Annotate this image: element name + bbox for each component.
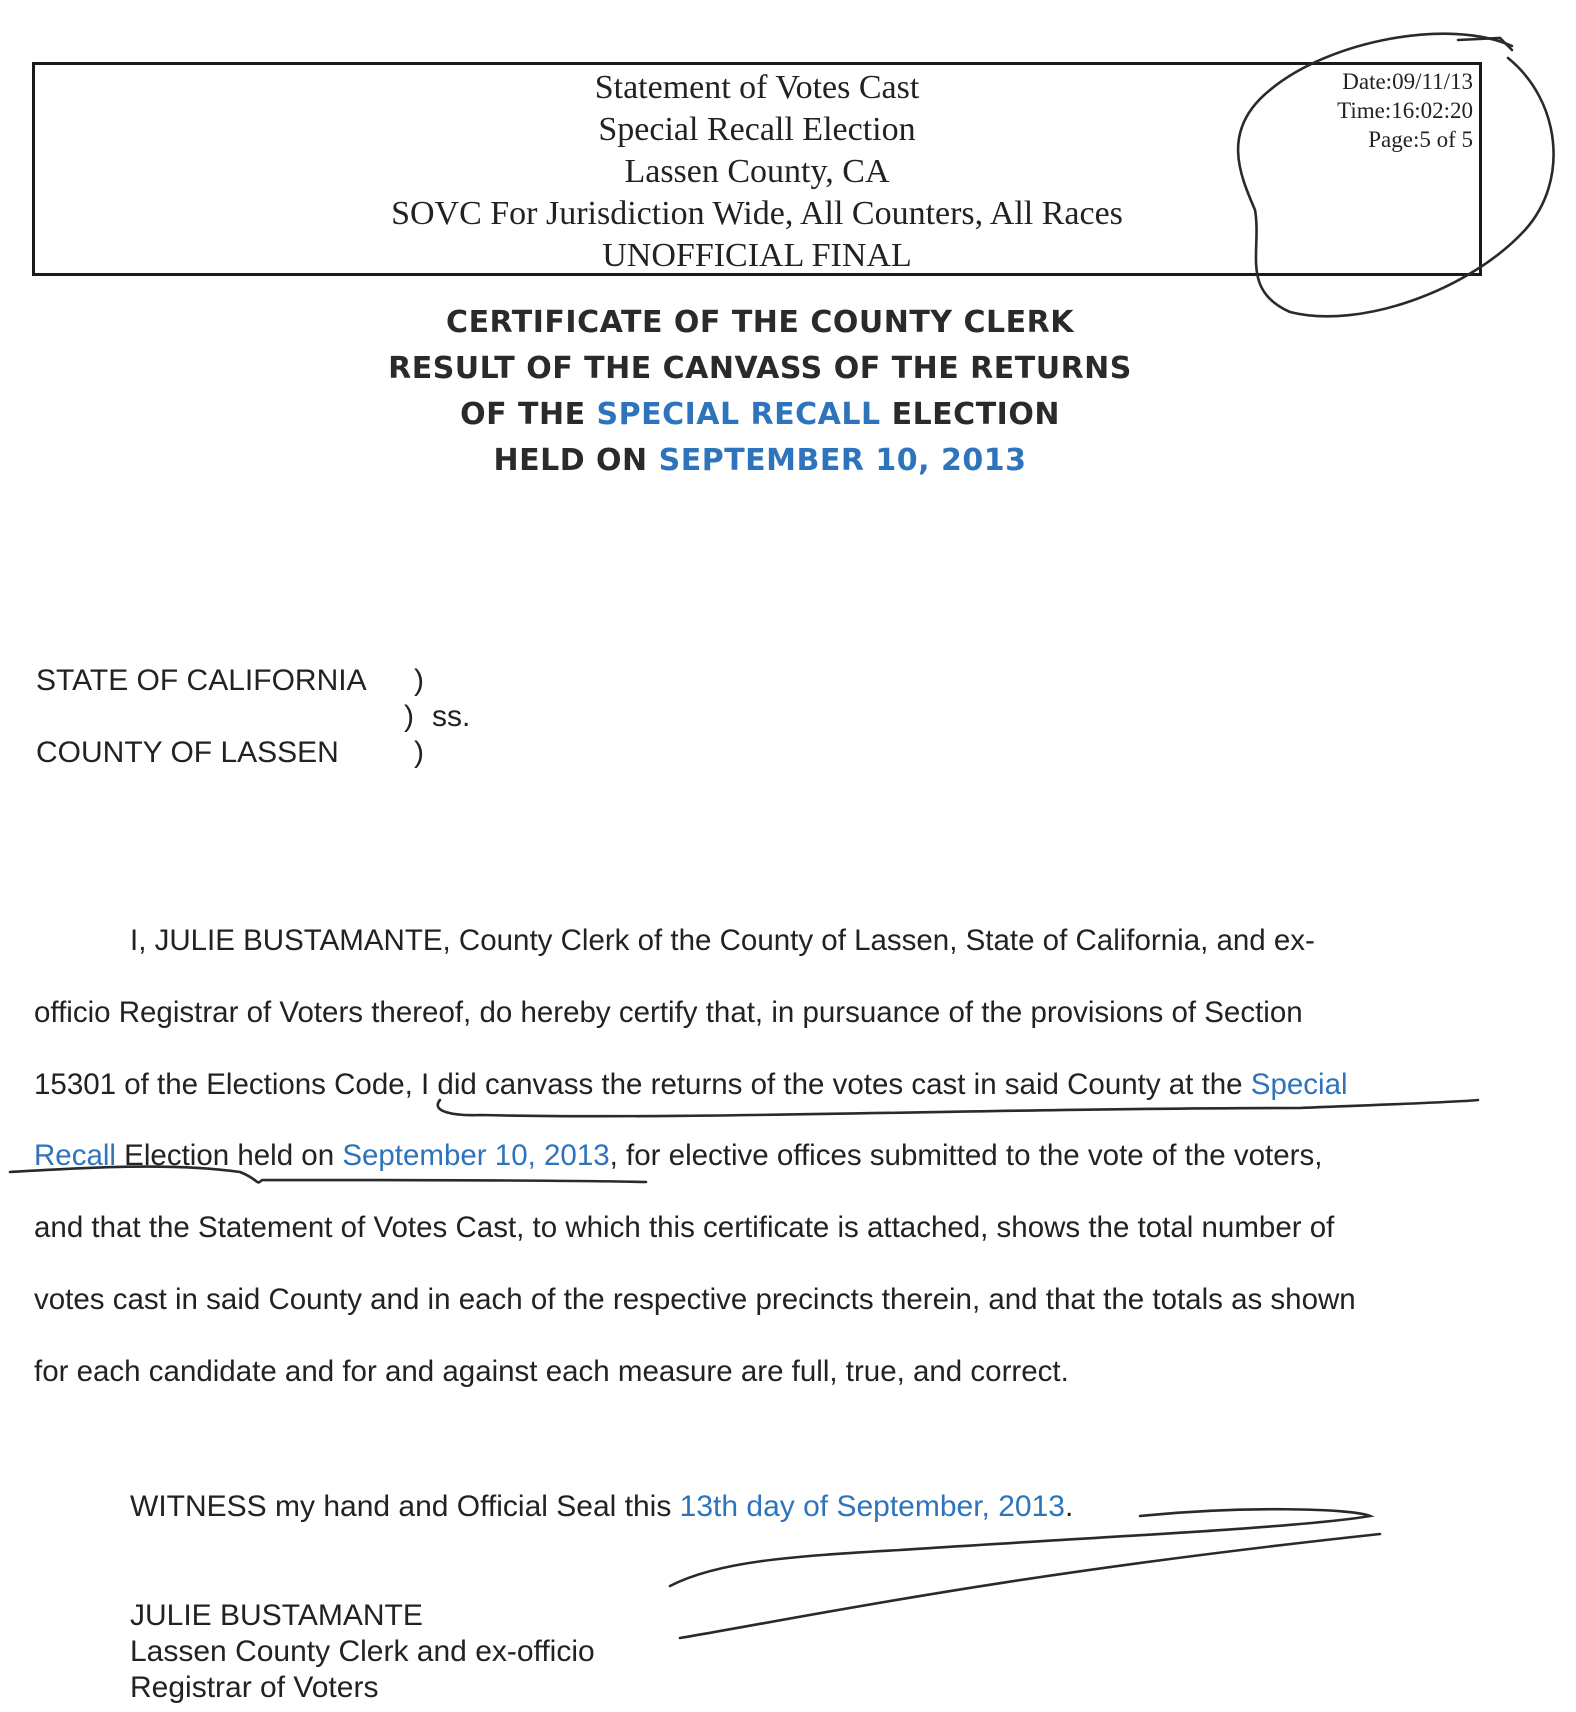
- certificate-title: [0, 300, 1520, 484]
- title-text: OF THE: [460, 397, 597, 432]
- venue-county: COUNTY OF LASSEN: [36, 736, 339, 769]
- text-run: Election held on: [115, 1139, 343, 1173]
- certificate-title-line-2: RESULT OF THE CANVASS OF THE RETURNS: [388, 351, 1132, 386]
- venue-paren: ): [404, 700, 414, 733]
- signature-block: [130, 1598, 595, 1706]
- report-header-title: [35, 67, 1479, 277]
- report-header-box: [32, 62, 1482, 276]
- witness-line: [130, 1490, 1073, 1524]
- venue-paren: ): [414, 736, 424, 769]
- highlighted-text: Special: [1250, 1067, 1348, 1101]
- paragraph-line: officio Registrar of Voters thereof, do hereby certify that, in pursuance of the provisions of Section: [34, 995, 1303, 1029]
- highlighted-text: September 10, 2013: [342, 1139, 610, 1173]
- paragraph-line: [34, 1120, 1484, 1192]
- venue-state: STATE OF CALIFORNIA: [36, 664, 367, 697]
- text-run: 15301 of the Elections Code, I did canvass the returns of the votes cast in said County at the: [34, 1067, 1251, 1101]
- title-text: ELECTION: [880, 397, 1060, 432]
- highlighted-text: Recall: [34, 1139, 116, 1173]
- signer-title: Lassen County Clerk and ex-officio: [130, 1635, 595, 1668]
- header-line-3: Lassen County, CA: [624, 153, 890, 190]
- election-type-highlight: SPECIAL RECALL: [596, 397, 881, 432]
- header-line-4: SOVC For Jurisdiction Wide, All Counters, All Races: [391, 195, 1123, 232]
- certificate-title-line-1: CERTIFICATE OF THE COUNTY CLERK: [446, 305, 1074, 340]
- signature-mark: [680, 1534, 1380, 1638]
- hand-drawn-tick: [1458, 38, 1512, 50]
- signer-title: Registrar of Voters: [130, 1671, 379, 1704]
- paragraph-line: [34, 1049, 1484, 1121]
- title-text: HELD ON: [493, 443, 659, 478]
- certificate-title-line-3: [0, 392, 1520, 438]
- witness-date: 13th day of September, 2013: [679, 1490, 1065, 1523]
- header-line-1: Statement of Votes Cast: [594, 69, 920, 106]
- election-date-highlight: SEPTEMBER 10, 2013: [658, 443, 1027, 478]
- signer-name: JULIE BUSTAMANTE: [130, 1599, 423, 1632]
- paragraph-line: votes cast in said County and in each of the respective precincts therein, and that the totals as shown: [34, 1282, 1356, 1316]
- paragraph-line: and that the Statement of Votes Cast, to which this certificate is attached, shows the total number of: [34, 1211, 1335, 1245]
- certification-paragraph: [34, 905, 1484, 1408]
- header-line-2: Special Recall Election: [598, 111, 916, 148]
- certificate-title-line-4: [0, 438, 1520, 484]
- text-run: .: [1064, 1490, 1074, 1523]
- report-header-meta: [1337, 67, 1473, 154]
- report-page-number: Page:5 of 5: [1368, 127, 1473, 152]
- text-run: WITNESS my hand and Official Seal this: [130, 1490, 680, 1523]
- text-run: , for elective offices submitted to the vote of the voters,: [609, 1139, 1323, 1173]
- paragraph-line: for each candidate and for and against each measure are full, true, and correct.: [34, 1354, 1069, 1388]
- venue-ss: ss.: [432, 700, 471, 733]
- paragraph-line: I, JULIE BUSTAMANTE, County Clerk of the County of Lassen, State of California, and ex-: [130, 924, 1315, 957]
- report-date: Date:09/11/13: [1342, 69, 1473, 94]
- report-time: Time:16:02:20: [1337, 98, 1473, 123]
- venue-paren: ): [414, 664, 424, 697]
- header-line-5: UNOFFICIAL FINAL: [602, 237, 912, 274]
